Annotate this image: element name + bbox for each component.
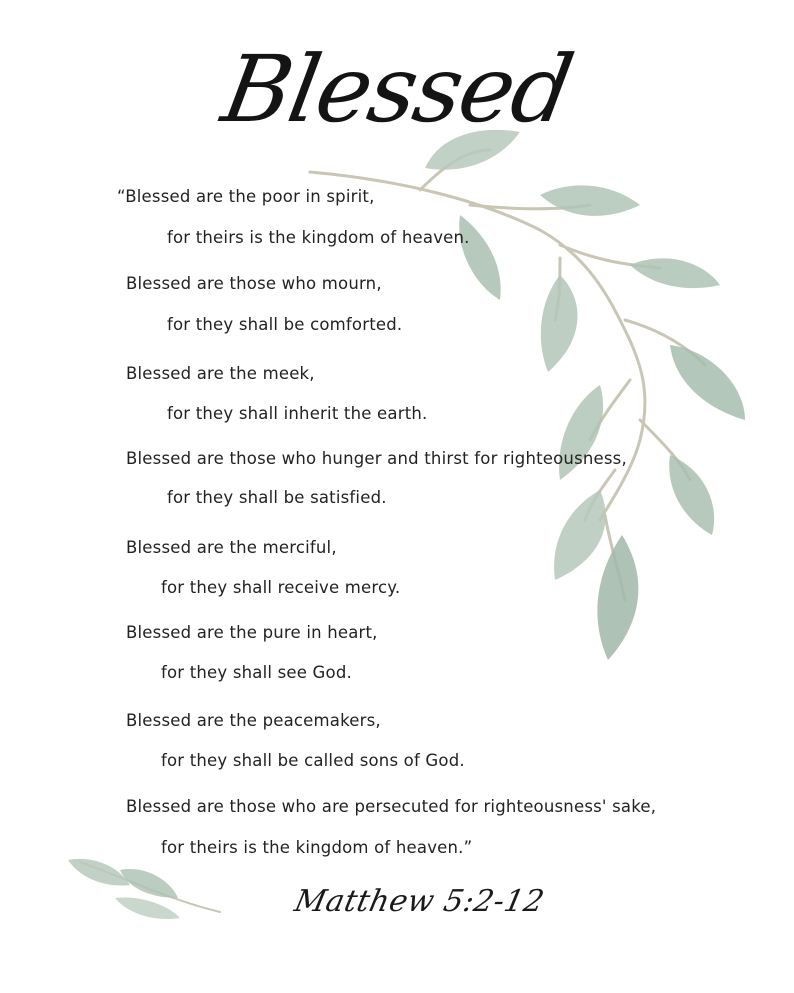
verse-line: Blessed are the pure in heart, [126,623,378,642]
verse-line: Blessed are those who mourn, [126,274,382,293]
verse-line: Blessed are the peacemakers, [126,711,381,730]
scripture-reference: Matthew 5:2-12 [291,884,548,919]
verse-line: Blessed are the meek, [126,364,315,383]
verse-line: for they shall receive mercy. [161,578,401,597]
page-title: Blessed [215,36,580,143]
verse-line: for they shall be satisfied. [167,488,387,507]
verse-line: for they shall inherit the earth. [167,404,428,423]
verse-line: Blessed are those who hunger and thirst for righteousness, [126,449,627,468]
verse-line: “Blessed are the poor in spirit, [117,187,375,206]
verse-line: for they shall be called sons of God. [161,751,465,770]
verse-line: for theirs is the kingdom of heaven.” [161,838,473,857]
verse-line: Blessed are those who are persecuted for righteousness' sake, [126,797,657,816]
verse-line: for they shall see God. [161,663,352,682]
verse-line: for theirs is the kingdom of heaven. [167,228,470,247]
verse-line: Blessed are the merciful, [126,538,337,557]
verse-line: for they shall be comforted. [167,315,403,334]
